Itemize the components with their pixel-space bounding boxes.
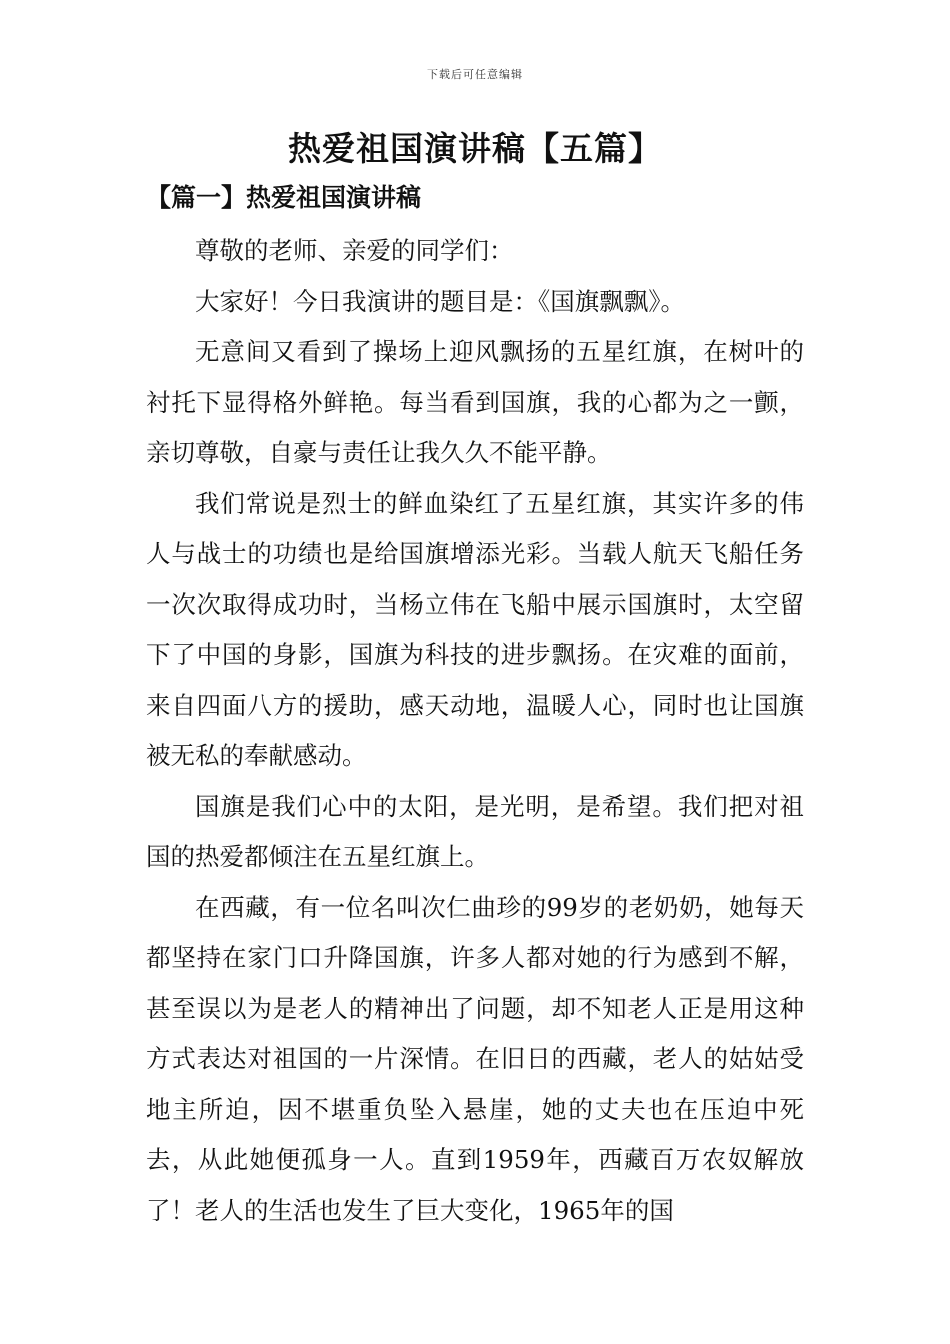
section-heading: 【篇一】热爱祖国演讲稿 — [146, 183, 422, 212]
header-note: 下载后可任意编辑 — [427, 68, 523, 81]
body-paragraph: 国旗是我们心中的太阳，是光明，是希望。我们把对祖国的热爱都倾注在五星红旗上。 — [146, 791, 804, 871]
salutation-paragraph: 尊敬的老师、亲爱的同学们： — [195, 236, 514, 265]
body-paragraph: 在西藏，有一位名叫次仁曲珍的99岁的老奶奶，她每天都坚持在家门口升降国旗，许多人都对她的行为感到不解，甚至误以为是老人的精神出了问题，却不知老人正是用这种方式表达对祖国的一片深情。在旧日的西藏，老人的姑姑受地主所迫，因不堪重负坠入悬崖，她的丈夫也在压迫中死去，从此她便孤身一人。直到1959年，西藏百万农奴解放了！老人的生活也发生了巨大变化，1965年的国 — [146, 892, 804, 1225]
document-body — [146, 226, 804, 1236]
greeting-paragraph: 大家好！今日我演讲的题目是：《国旗飘飘》。 — [195, 286, 685, 316]
body-paragraph: 我们常说是烈士的鲜血染红了五星红旗，其实许多的伟人与战士的功绩也是给国旗增添光彩。当载人航天飞船任务一次次取得成功时，当杨立伟在飞船中展示国旗时，太空留下了中国的身影，国旗为科技的进步飘扬。在灾难的面前，来自四面八方的援助，感天动地，温暖人心，同时也让国旗被无私的奉献感动。 — [146, 488, 804, 770]
body-paragraph: 无意间又看到了操场上迎风飘扬的五星红旗，在树叶的衬托下显得格外鲜艳。每当看到国旗，我的心都为之一颤，亲切尊敬，自豪与责任让我久久不能平静。 — [146, 337, 804, 467]
document-title: 热爱祖国演讲稿【五篇】 — [288, 129, 662, 168]
